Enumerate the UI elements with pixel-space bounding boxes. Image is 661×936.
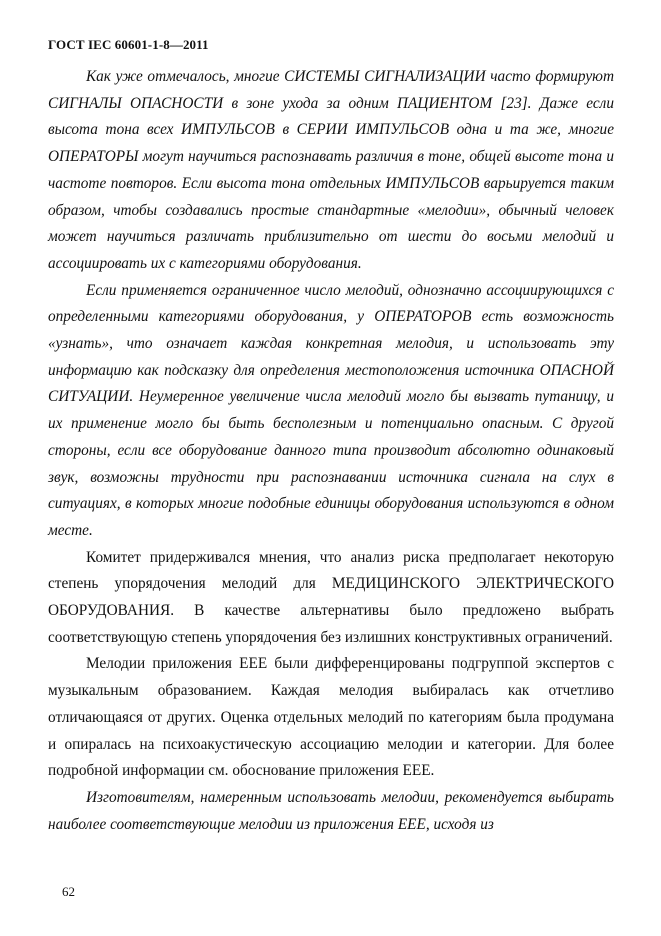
page-number: 62 bbox=[62, 884, 75, 899]
paragraph-committee-opinion: Комитет придерживался мнения, что анализ риска предполагает некоторую степень упорядочения мелодий для МЕДИЦИНСКОГО ЭЛЕКТРИЧЕСКОГО ОБОРУДОВАНИЯ. В качестве альтернативы было предложено выбрать соответствующую степень упорядочения без излишних конструктивных ограничений. bbox=[48, 548, 614, 646]
paragraph-alarm-melodies-intro: Как уже отмечалось, многие СИСТЕМЫ СИГНАЛИЗАЦИИ часто формируют СИГНАЛЫ ОПАСНОСТИ в зоне ухода за одним ПАЦИЕНТОМ [23]. Даже если высота тона всех ИМПУЛЬСОВ в СЕРИИ ИМПУЛЬСОВ одна и та же, многие ОПЕРАТОРЫ могут научиться распознавать различия в тоне, общей высоте тона и частоте повторов. Если высота тона отдельных ИМПУЛЬСОВ варьируется таким образом, чтобы создавались простые стандартные «мелодии», обычный человек может научиться различать приблизительно от шести до восьми мелодий и ассоциировать их с категориями оборудования. bbox=[48, 68, 614, 272]
paragraph-limited-melodies: Если применяется ограниченное число мелодий, однозначно ассоциирующихся с определенными категориями оборудования, у ОПЕРАТОРОВ есть возможность «узнать», что означает каждая конкретная мелодия, и использовать эту информацию как подсказку для определения местоположения источника ОПАСНОЙ СИТУАЦИИ. Неумеренное увеличение числа мелодий могло бы вызвать путаницу, и их применение могло бы быть бесполезным и потенциально опасным. С другой стороны, если все оборудование данного типа производит абсолютно одинаковый звук, возможны трудности при распознавании источника сигнала на слух в ситуациях, в которых многие подобные единицы оборудования используются в одном месте. bbox=[48, 281, 614, 539]
paragraph-manufacturers-recommendation: Изготовителям, намеренным использовать мелодии, рекомендуется выбирать наиболее соответствующие мелодии из приложения ЕЕЕ, исходя из bbox=[48, 788, 614, 833]
document-header: ГОСТ IEC 60601-1-8—2011 bbox=[48, 37, 209, 52]
document-body bbox=[48, 64, 614, 838]
paragraph-annex-eee-melodies: Мелодии приложения ЕЕЕ были дифференцированы подгруппой экспертов с музыкальным образованием. Каждая мелодия выбиралась как отчетливо отличающаяся от других. Оценка отдельных мелодий по категориям была продумана и опиралась на психоакустическую ассоциацию мелодии и категории. Для более подробной информации см. обоснование приложения ЕЕЕ. bbox=[48, 655, 614, 780]
